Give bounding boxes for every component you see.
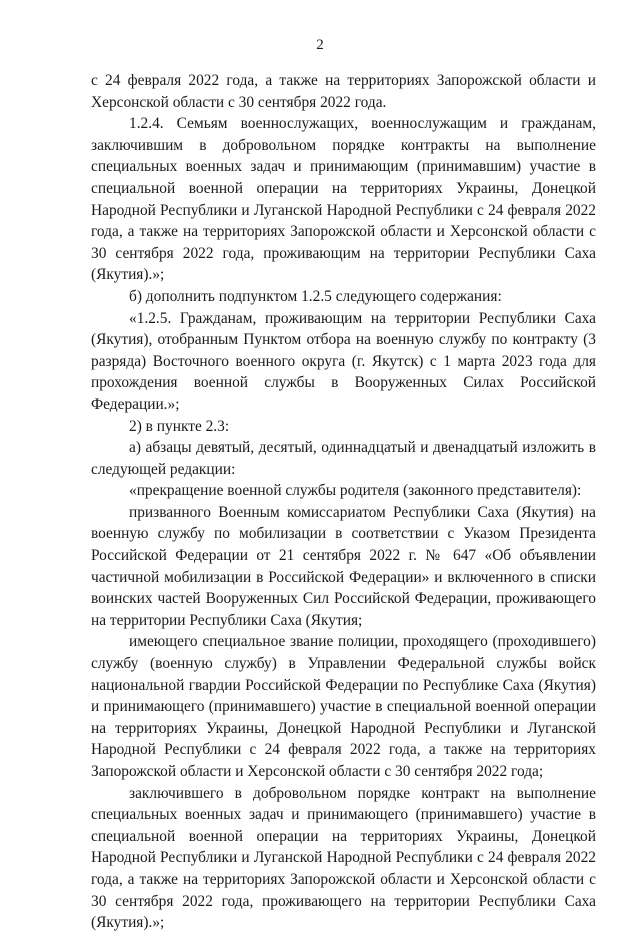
paragraph-subpoint-b: б) дополнить подпунктом 1.2.5 следующего содержания: bbox=[129, 287, 502, 305]
document-body bbox=[91, 70, 596, 934]
paragraph-police: имеющего специальное звание полиции, проходящего (проходившего) службу (военную службу) в Управлении Федеральной службы войск национальной гвардии Российской Федерации по Республике Саха (Якутия) и принимающего (принимавшего) участие в специальной военной операции на территориях Украины, Донецкой Народной Республики и Луганской Народной Республики с 24 февраля 2022 года, а также на территориях Запорожской области и Херсонской области с 30 сентября 2022 года; bbox=[91, 633, 596, 780]
paragraph-termination-heading: «прекращение военной службы родителя (законного представителя): bbox=[129, 482, 582, 500]
paragraph-subpoint-a: а) абзацы девятый, десятый, одиннадцатый и двенадцатый изложить в следующей редакции: bbox=[91, 439, 596, 478]
paragraph-1-2-4: 1.2.4. Семьям военнослужащих, военнослужащим и гражданам, заключившим в добровольном порядке контракты на выполнение специальных военных задач и принимающим (принимавшим) участие в специальной военной операции на территориях Украины, Донецкой Народной Республики и Луганской Народной Республики с 24 февраля 2022 года, а также на территориях Запорожской области и Херсонской области с 30 сентября 2022 года, проживающим на территории Республики Саха (Якутия).»; bbox=[91, 115, 596, 284]
paragraph-item-2: 2) в пункте 2.3: bbox=[129, 417, 230, 435]
paragraph-mobilized: призванного Военным комиссариатом Республики Саха (Якутия) на военную службу по мобилизации в соответствии с Указом Президента Российской Федерации от 21 сентября 2022 г. № 647 «Об объявлении частичной мобилизации в Российской Федерации» и включенного в списки воинских частей Вооруженных Сил Российской Федерации, проживающего на территории Республики Саха (Якутия; bbox=[91, 503, 596, 629]
paragraph-1-2-5: «1.2.5. Гражданам, проживающим на территории Республики Саха (Якутия), отобранным Пунктом отбора на военную службу по контракту (3 разряда) Восточного военного округа (г. Якутск) с 1 марта 2023 года для прохождения военной службы в Вооруженных Силах Российской Федерации.»; bbox=[91, 309, 596, 413]
page-number: 2 bbox=[316, 37, 324, 53]
paragraph-continuation: с 24 февраля 2022 года, а также на территориях Запорожской области и Херсонской области с 30 сентября 2022 года. bbox=[91, 72, 596, 111]
paragraph-contract: заключившего в добровольном порядке контракт на выполнение специальных военных задач и принимающего (принимавшего) участие в специальной военной операции на территориях Украины, Донецкой Народной Республики и Луганской Народной Республики с 24 февраля 2022 года, а также на территориях Запорожской области и Херсонской области с 30 сентября 2022 года, проживающего на территории Республики Саха (Якутия).»; bbox=[91, 784, 596, 932]
